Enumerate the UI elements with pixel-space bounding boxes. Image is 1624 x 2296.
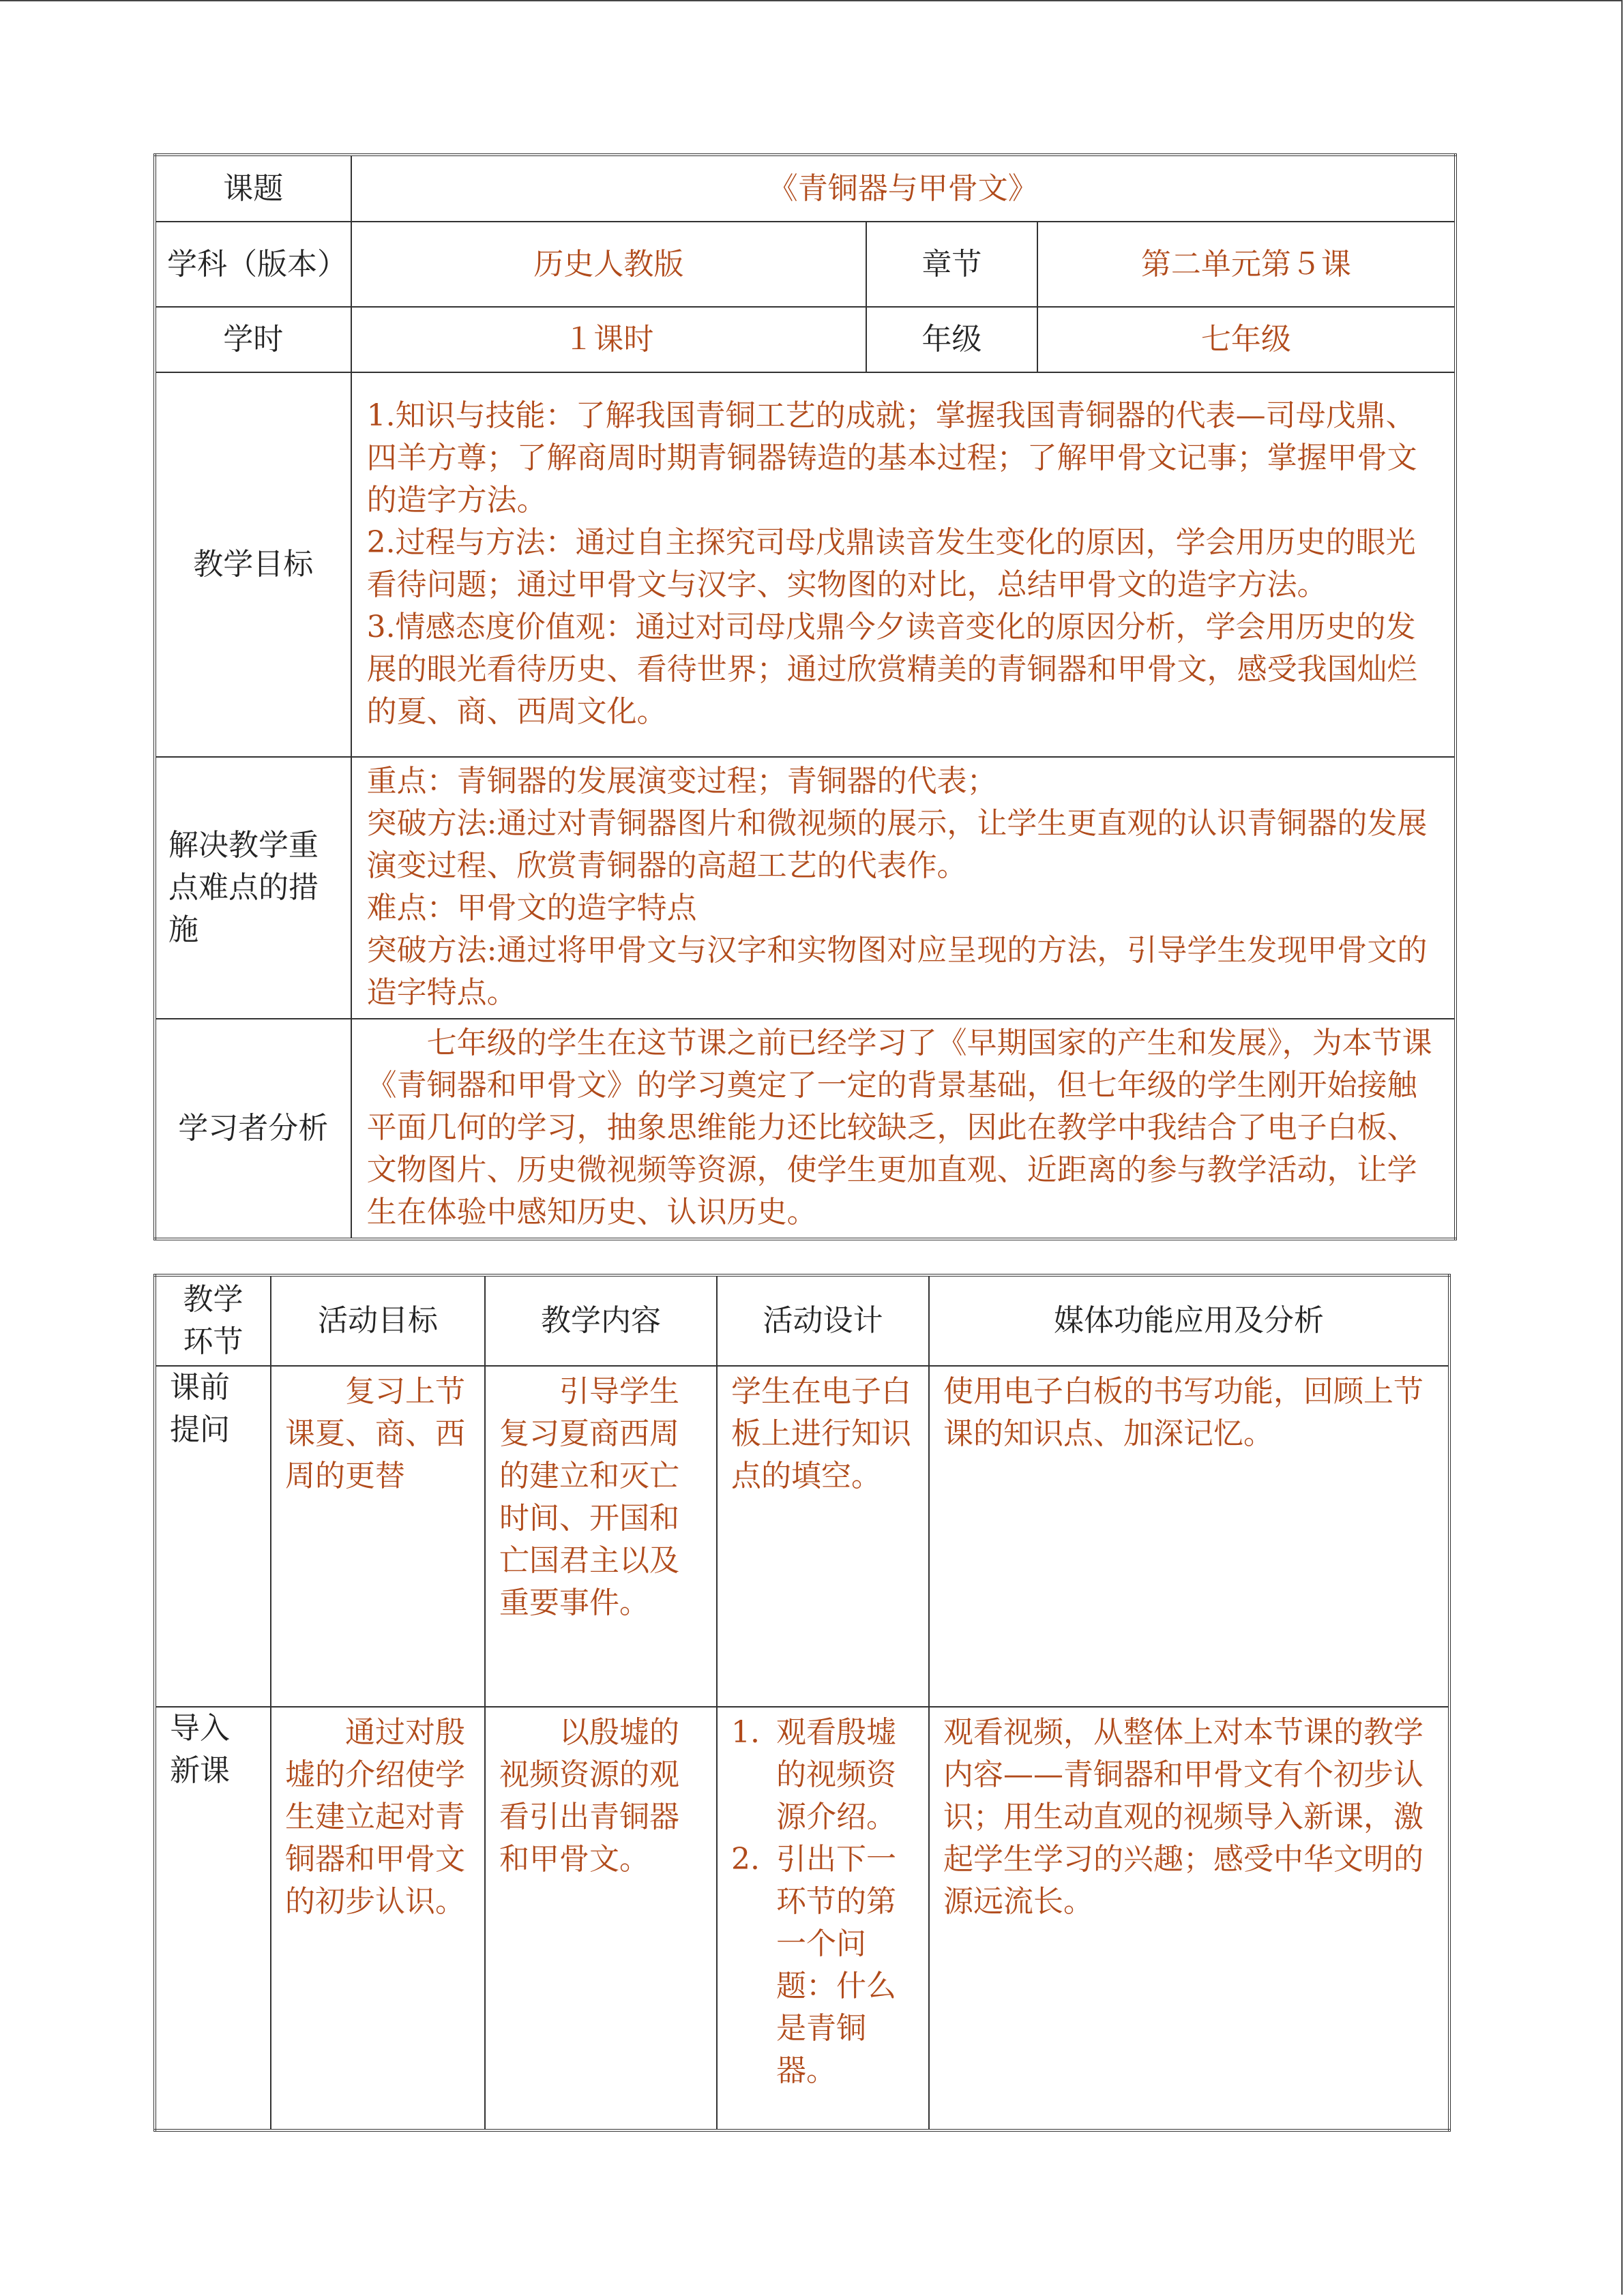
header-design: 活动设计 [717,1275,929,1366]
media-cell [929,1707,1449,2130]
learner-label: 学习者分析 [155,1019,351,1239]
learner-row [155,1019,1456,1239]
header-media: 媒体功能应用及分析 [929,1275,1449,1366]
media-cell [929,1366,1449,1707]
measures-label: 解决教学重点难点的措施 [155,757,351,1019]
goal-text: 复习上节课夏、商、西周的更替 [285,1374,465,1493]
hours-row [155,307,1456,372]
content-text: 引导学生复习夏商西周的建立和灭亡时间、开国和亡国君主以及重要事件。 [499,1374,679,1620]
header-content: 教学内容 [485,1275,717,1366]
header-goal: 活动目标 [271,1275,485,1366]
objective-process: 2.过程与方法：通过自主探究司母戊鼎读音发生变化的原因，学会用历史的眼光看待问题；通过甲骨文与汉字、实物图的对比，总结甲骨文的造字方法。 [366,525,1416,602]
lesson-info-table [153,153,1457,1240]
subject-row [155,222,1456,307]
objectives-row [155,372,1456,757]
step-text: 观看殷墟的视频资源介绍。 [776,1715,896,1834]
goal-text: 通过对殷墟的介绍使学生建立起对青铜器和甲骨文的初步认识。 [285,1715,465,1919]
objectives-label: 教学目标 [155,372,351,757]
grade-value: 七年级 [1037,307,1456,372]
design-step [731,1838,919,2092]
step-number: 1. [731,1715,760,1750]
design-step [731,1712,919,1838]
grade-label: 年级 [866,307,1037,372]
goal-cell [271,1707,485,2130]
stage-cell: 课前提问 [155,1366,271,1707]
content-cell [485,1707,717,2130]
measures-row [155,757,1456,1019]
step-number: 2. [731,1842,760,1877]
stage-cell: 导入新课 [155,1707,271,2130]
activity-row [155,1707,1449,2130]
chapter-value: 第二单元第５课 [1037,222,1456,307]
activity-row [155,1366,1449,1707]
learner-analysis-text: 七年级的学生在这节课之前已经学习了《早期国家的产生和发展》，为本节课《青铜器和甲骨文》的学习奠定了一定的背景基础，但七年级的学生刚开始接触平面几何的学习，抽象思维能力还比较缺乏，因此在教学中我结合了电子白板、文物图片、历史微视频等资源，使学生更加直观、近距离的参与教学活动，让学生在体验中感知历史、认识历史。 [366,1026,1432,1229]
title-row [155,155,1456,222]
design-text: 学生在电子白板上进行知识点的填空。 [731,1374,911,1493]
activity-table [153,1274,1451,2132]
objective-attitude: 3.情感态度价值观：通过对司母戊鼎今夕读音变化的原因分析，学会用历史的发展的眼光看待历史、看待世界；通过欣赏精美的青铜器和甲骨文，感受我国灿烂的夏、商、西周文化。 [366,610,1417,729]
objective-knowledge: 1.知识与技能：了解我国青铜工艺的成就；掌握我国青铜器的代表—司母戊鼎、四羊方尊；了解商周时期青铜器铸造的基本过程；了解甲骨文记事；掌握甲骨文的造字方法。 [366,398,1417,518]
learner-cell [351,1019,1456,1239]
media-text: 观看视频，从整体上对本节课的教学内容——青铜器和甲骨文有个初步认识；用生动直观的视频导入新课，激起学生学习的兴趣；感受中华文明的源远流长。 [943,1715,1423,1919]
hours-value: １课时 [351,307,867,372]
hours-label: 学时 [155,307,351,372]
goal-cell [271,1366,485,1707]
title-label: 课题 [155,155,351,222]
key-point-method: 突破方法:通过对青铜器图片和微视频的展示，让学生更直观的认识青铜器的发展演变过程、欣赏青铜器的高超工艺的代表作。 [366,806,1428,883]
design-cell [717,1366,929,1707]
design-cell [717,1707,929,2130]
subject-value: 历史人教版 [351,222,867,307]
measures-cell [351,757,1456,1019]
subject-label: 学科（版本） [155,222,351,307]
activity-header-row [155,1275,1449,1366]
key-point: 重点：青铜器的发展演变过程；青铜器的代表； [366,764,997,799]
difficult-point-method: 突破方法:通过将甲骨文与汉字和实物图对应呈现的方法，引导学生发现甲骨文的造字特点。 [366,933,1428,1010]
content-text: 以殷墟的视频资源的观看引出青铜器和甲骨文。 [499,1715,679,1877]
header-stage: 教学环节 [155,1275,271,1366]
design-steps [731,1712,919,2092]
difficult-point: 难点：甲骨文的造字特点 [366,891,697,925]
step-text: 引出下一环节的第一个问题：什么是青铜器。 [776,1842,896,2088]
chapter-label: 章节 [866,222,1037,307]
title-value: 《青铜器与甲骨文》 [351,155,1456,222]
objectives-cell [351,372,1456,757]
media-text: 使用电子白板的书写功能，回顾上节课的知识点、加深记忆。 [943,1374,1423,1451]
content-cell [485,1366,717,1707]
